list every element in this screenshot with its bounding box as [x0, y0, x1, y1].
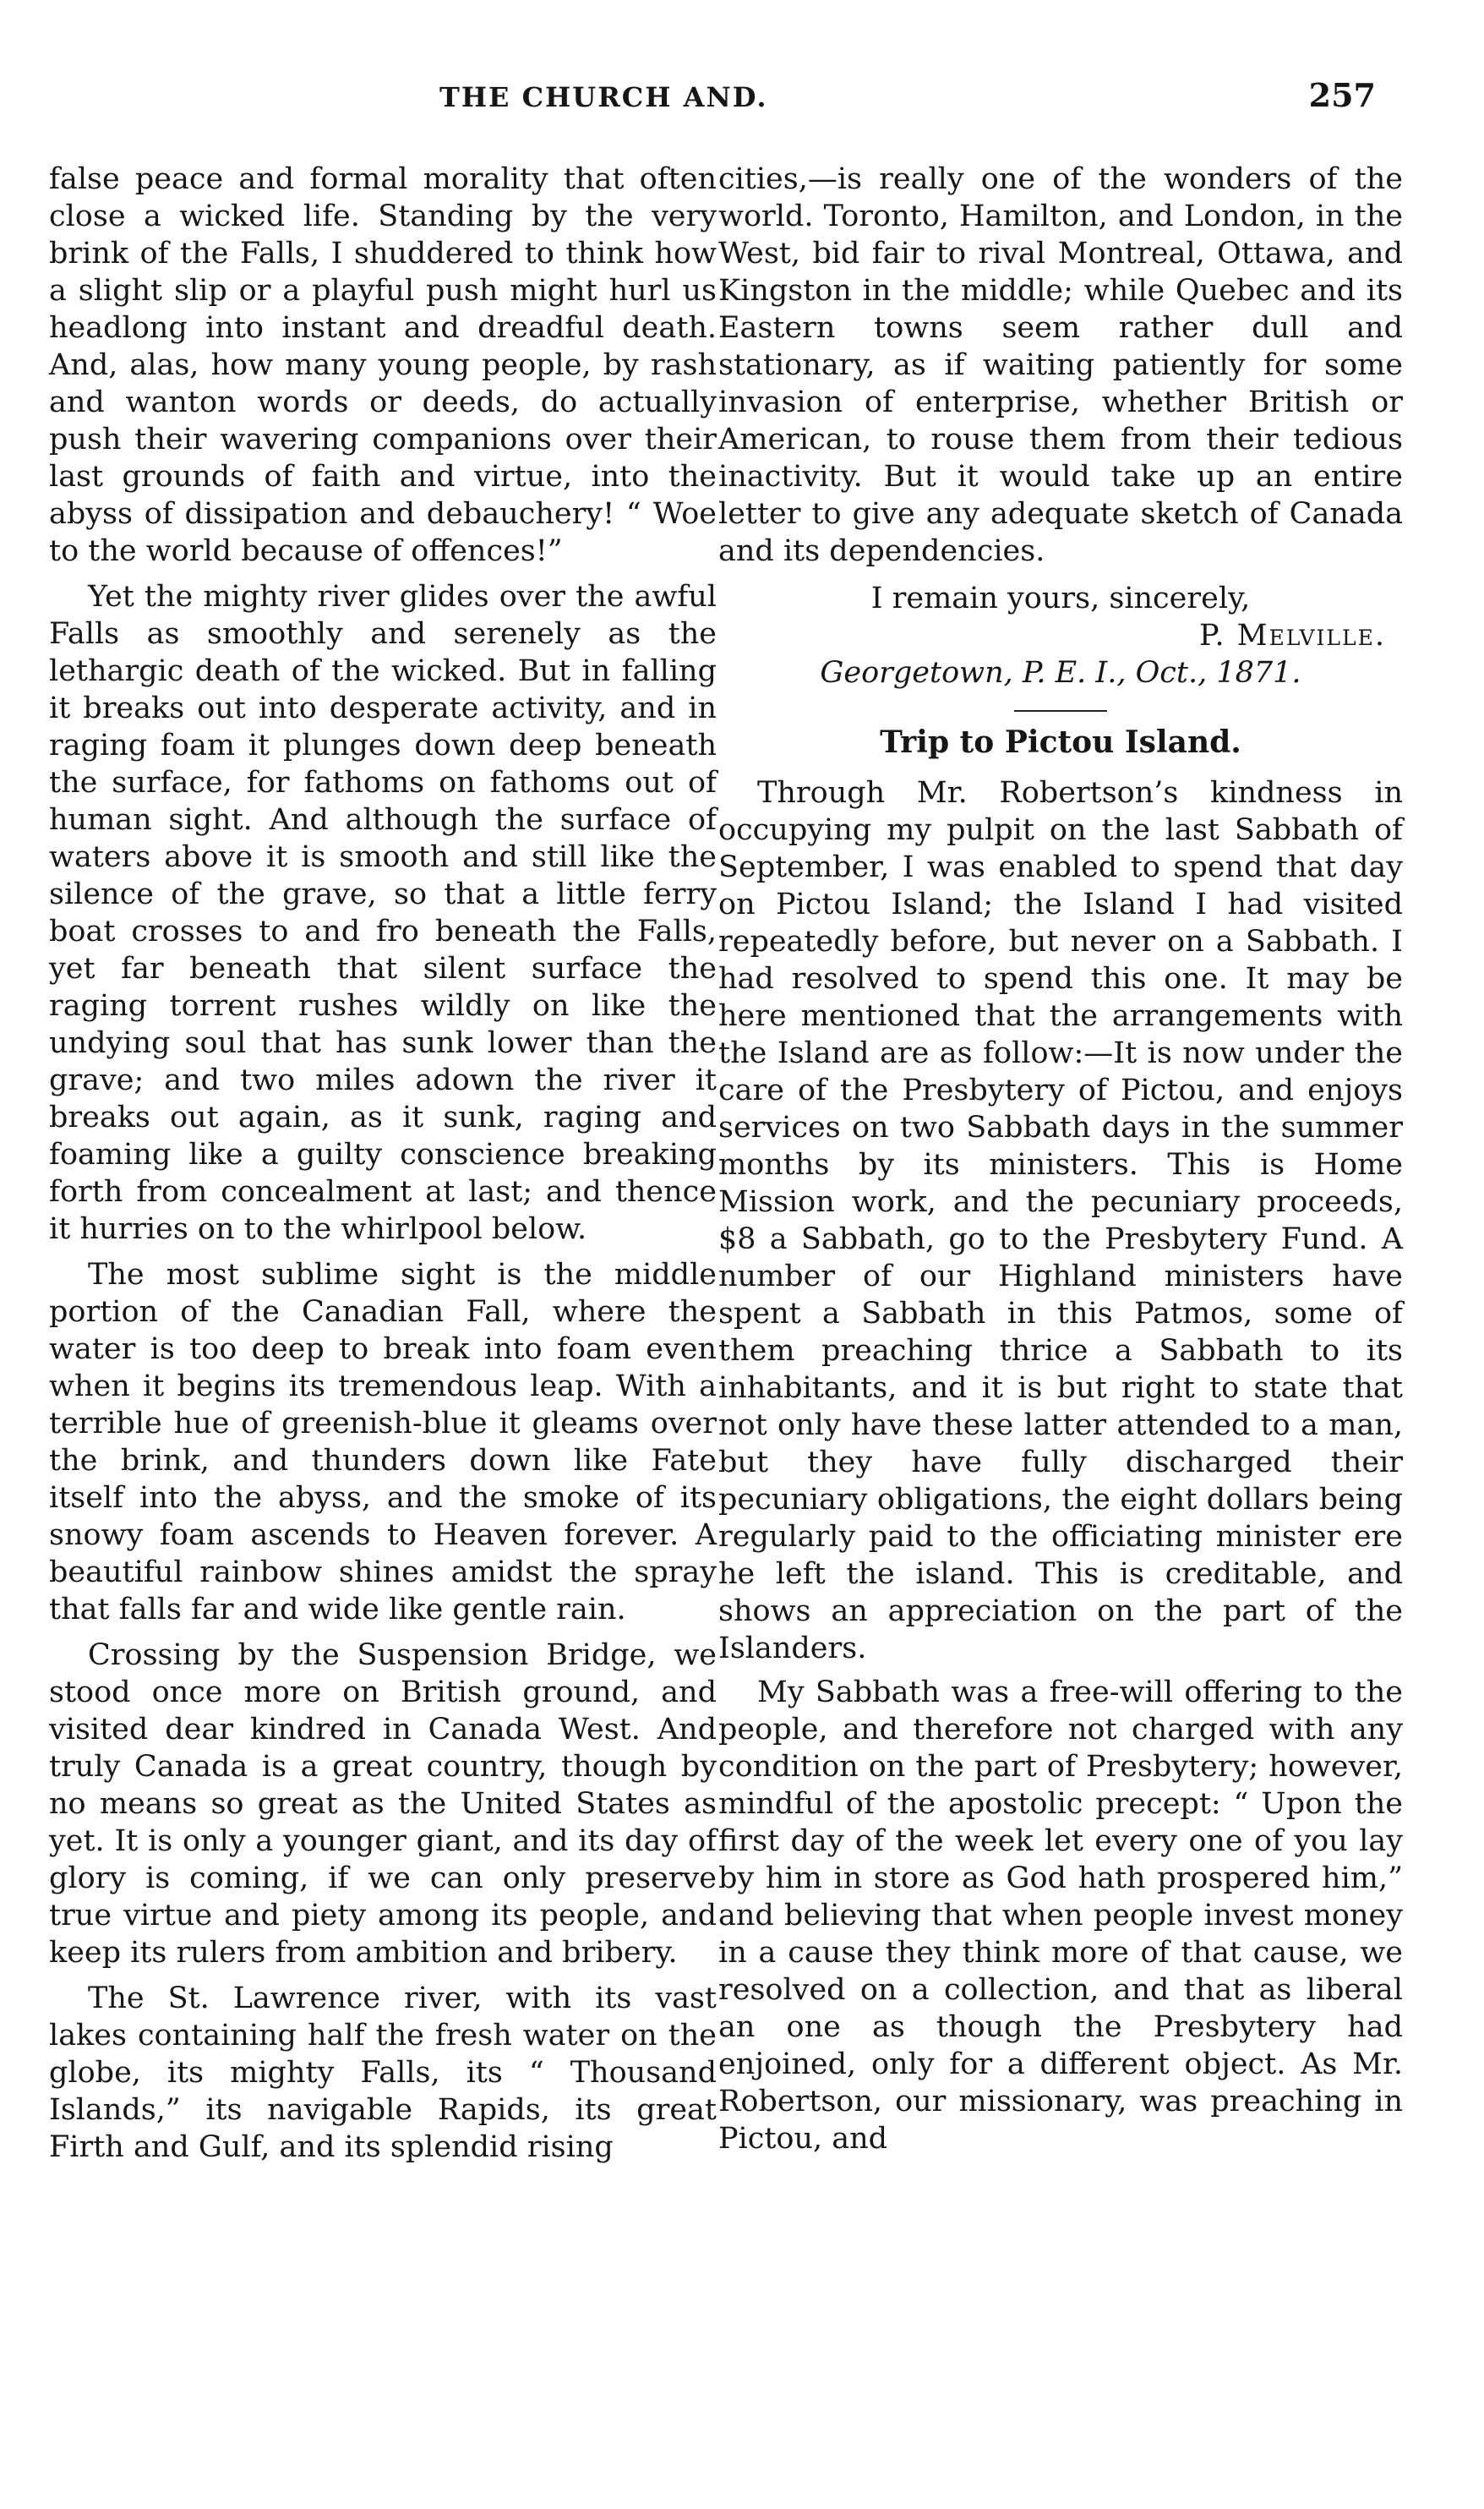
- letter-dateline: Georgetown, P. E. I., Oct., 1871.: [820, 656, 1301, 690]
- paragraph-falls-morality: false peace and formal morality that often close a wicked life. Standing by the very brink of the Falls, I shuddered to think how a slight slip or a playful push might hurl us headlong into instant and dreadful death. And, alas, how many young people, by rash and wanton words or deeds, do actually push their wavering companions over their last grounds of faith and virtue, into the abyss of dissipation and debauchery! “ Woe to the world because of offences!”: [49, 162, 717, 568]
- letter-signoff: I remain yours, sincerely,: [870, 582, 1251, 615]
- page-header: [0, 0, 1484, 169]
- left-column: [49, 161, 717, 2166]
- letter-signature: P. Melville.: [1199, 619, 1386, 653]
- right-column: [718, 161, 1403, 2157]
- paragraph-suspension-bridge: Crossing by the Suspension Bridge, we stood once more on British ground, and visited dear kindred in Canada West. And truly Canada is a great country, though by no means so great as the United States as yet. It is only a younger giant, and its day of glory is coming, if we can only preserve true virtue and piety among its people, and keep its rulers from ambition and bribery.: [49, 1638, 717, 1970]
- paragraph-pictou-island: Through Mr. Robertson’s kindness in occupying my pulpit on the last Sabbath of September, I was enabled to spend that day on Pictou Island; the Island I had visited repeatedly before, but never on a Sabbath. I had resolved to spend this one. It may be here mentioned that the arrangements with the Island are as follow:—It is now under the care of the Presbytery of Pictou, and enjoys services on two Sabbath days in the summer months by its ministers. This is Home Mission work, and the pecuniary proceeds, $8 a Sabbath, go to the Presbytery Fund. A number of our Highland ministers have spent a Sabbath in this Patmos, some of them preaching thrice a Sabbath to its inhabitants, and it is but right to state that not only have these latter attended to a man, but they have fully discharged their pecuniary obligations, the eight dollars being regularly paid to the officiating minister ere he left the island. This is creditable, and shows an appreciation on the part of the Islanders.: [718, 776, 1403, 1665]
- paragraph-river-glides: Yet the mighty river glides over the awful Falls as smoothly and serenely as the lethargic death of the wicked. But in falling it breaks out into desperate activity, and in raging foam it plunges down deep beneath the surface, for fathoms on fathoms out of human sight. And although the surface of waters above it is smooth and still like the silence of the grave, so that a little ferry boat crosses to and fro beneath the Falls, yet far beneath that silent surface the raging torrent rushes wildly on like the undying soul that has sunk lower than the grave; and two miles adown the river it breaks out again, as it sunk, raging and foaming like a guilty conscience breaking forth from concealment at last; and thence it hurries on to the whirlpool below.: [49, 580, 717, 1246]
- paragraph-st-lawrence: The St. Lawrence river, with its vast lakes containing half the fresh water on the globe, its mighty Falls, its “ Thousand Islands,” its navigable Rapids, its great Firth and Gulf, and its splendid rising: [49, 1982, 717, 2164]
- section-title: Trip to Pictou Island.: [880, 724, 1241, 760]
- paragraph-canadian-fall: The most sublime sight is the middle portion of the Canadian Fall, where the water is too deep to break into foam even when it begins its tremendous leap. With a terrible hue of greenish-blue it gleams over the brink, and thunders down like Fate itself into the abyss, and the smoke of its snowy foam ascends to Heaven forever. A beautiful rainbow shines amidst the spray that falls far and wide like gentle rain.: [49, 1258, 717, 1626]
- paragraph-letter-end: cities,—is really one of the wonders of the world. Toronto, Hamilton, and London, in the West, bid fair to rival Montreal, Ottawa, and Kingston in the middle; while Quebec and its Eastern towns seem rather dull and stationary, as if waiting patiently for some invasion of enterprise, whether British or American, to rouse them from their tedious inactivity. But it would take up an entire letter to give any adequate sketch of Canada and its dependencies.: [718, 162, 1403, 568]
- page-number: 257: [1308, 76, 1376, 114]
- running-title: THE CHURCH AND.: [439, 81, 768, 113]
- paragraph-free-will-offering: My Sabbath was a free-will offering to the people, and therefore not charged with any condition on the part of Presbytery; however, mindful of the apostolic precept: “ Upon the first day of the week let every one of you lay by him in store as God hath prospered him,” and believing that when people invest money in a cause they think more of that cause, we resolved on a collection, and that as liberal an one as though the Presbytery had enjoined, only for a different object. As Mr. Robertson, our missionary, was preaching in Pictou, and: [718, 1675, 1403, 2156]
- section-divider: [1014, 710, 1107, 712]
